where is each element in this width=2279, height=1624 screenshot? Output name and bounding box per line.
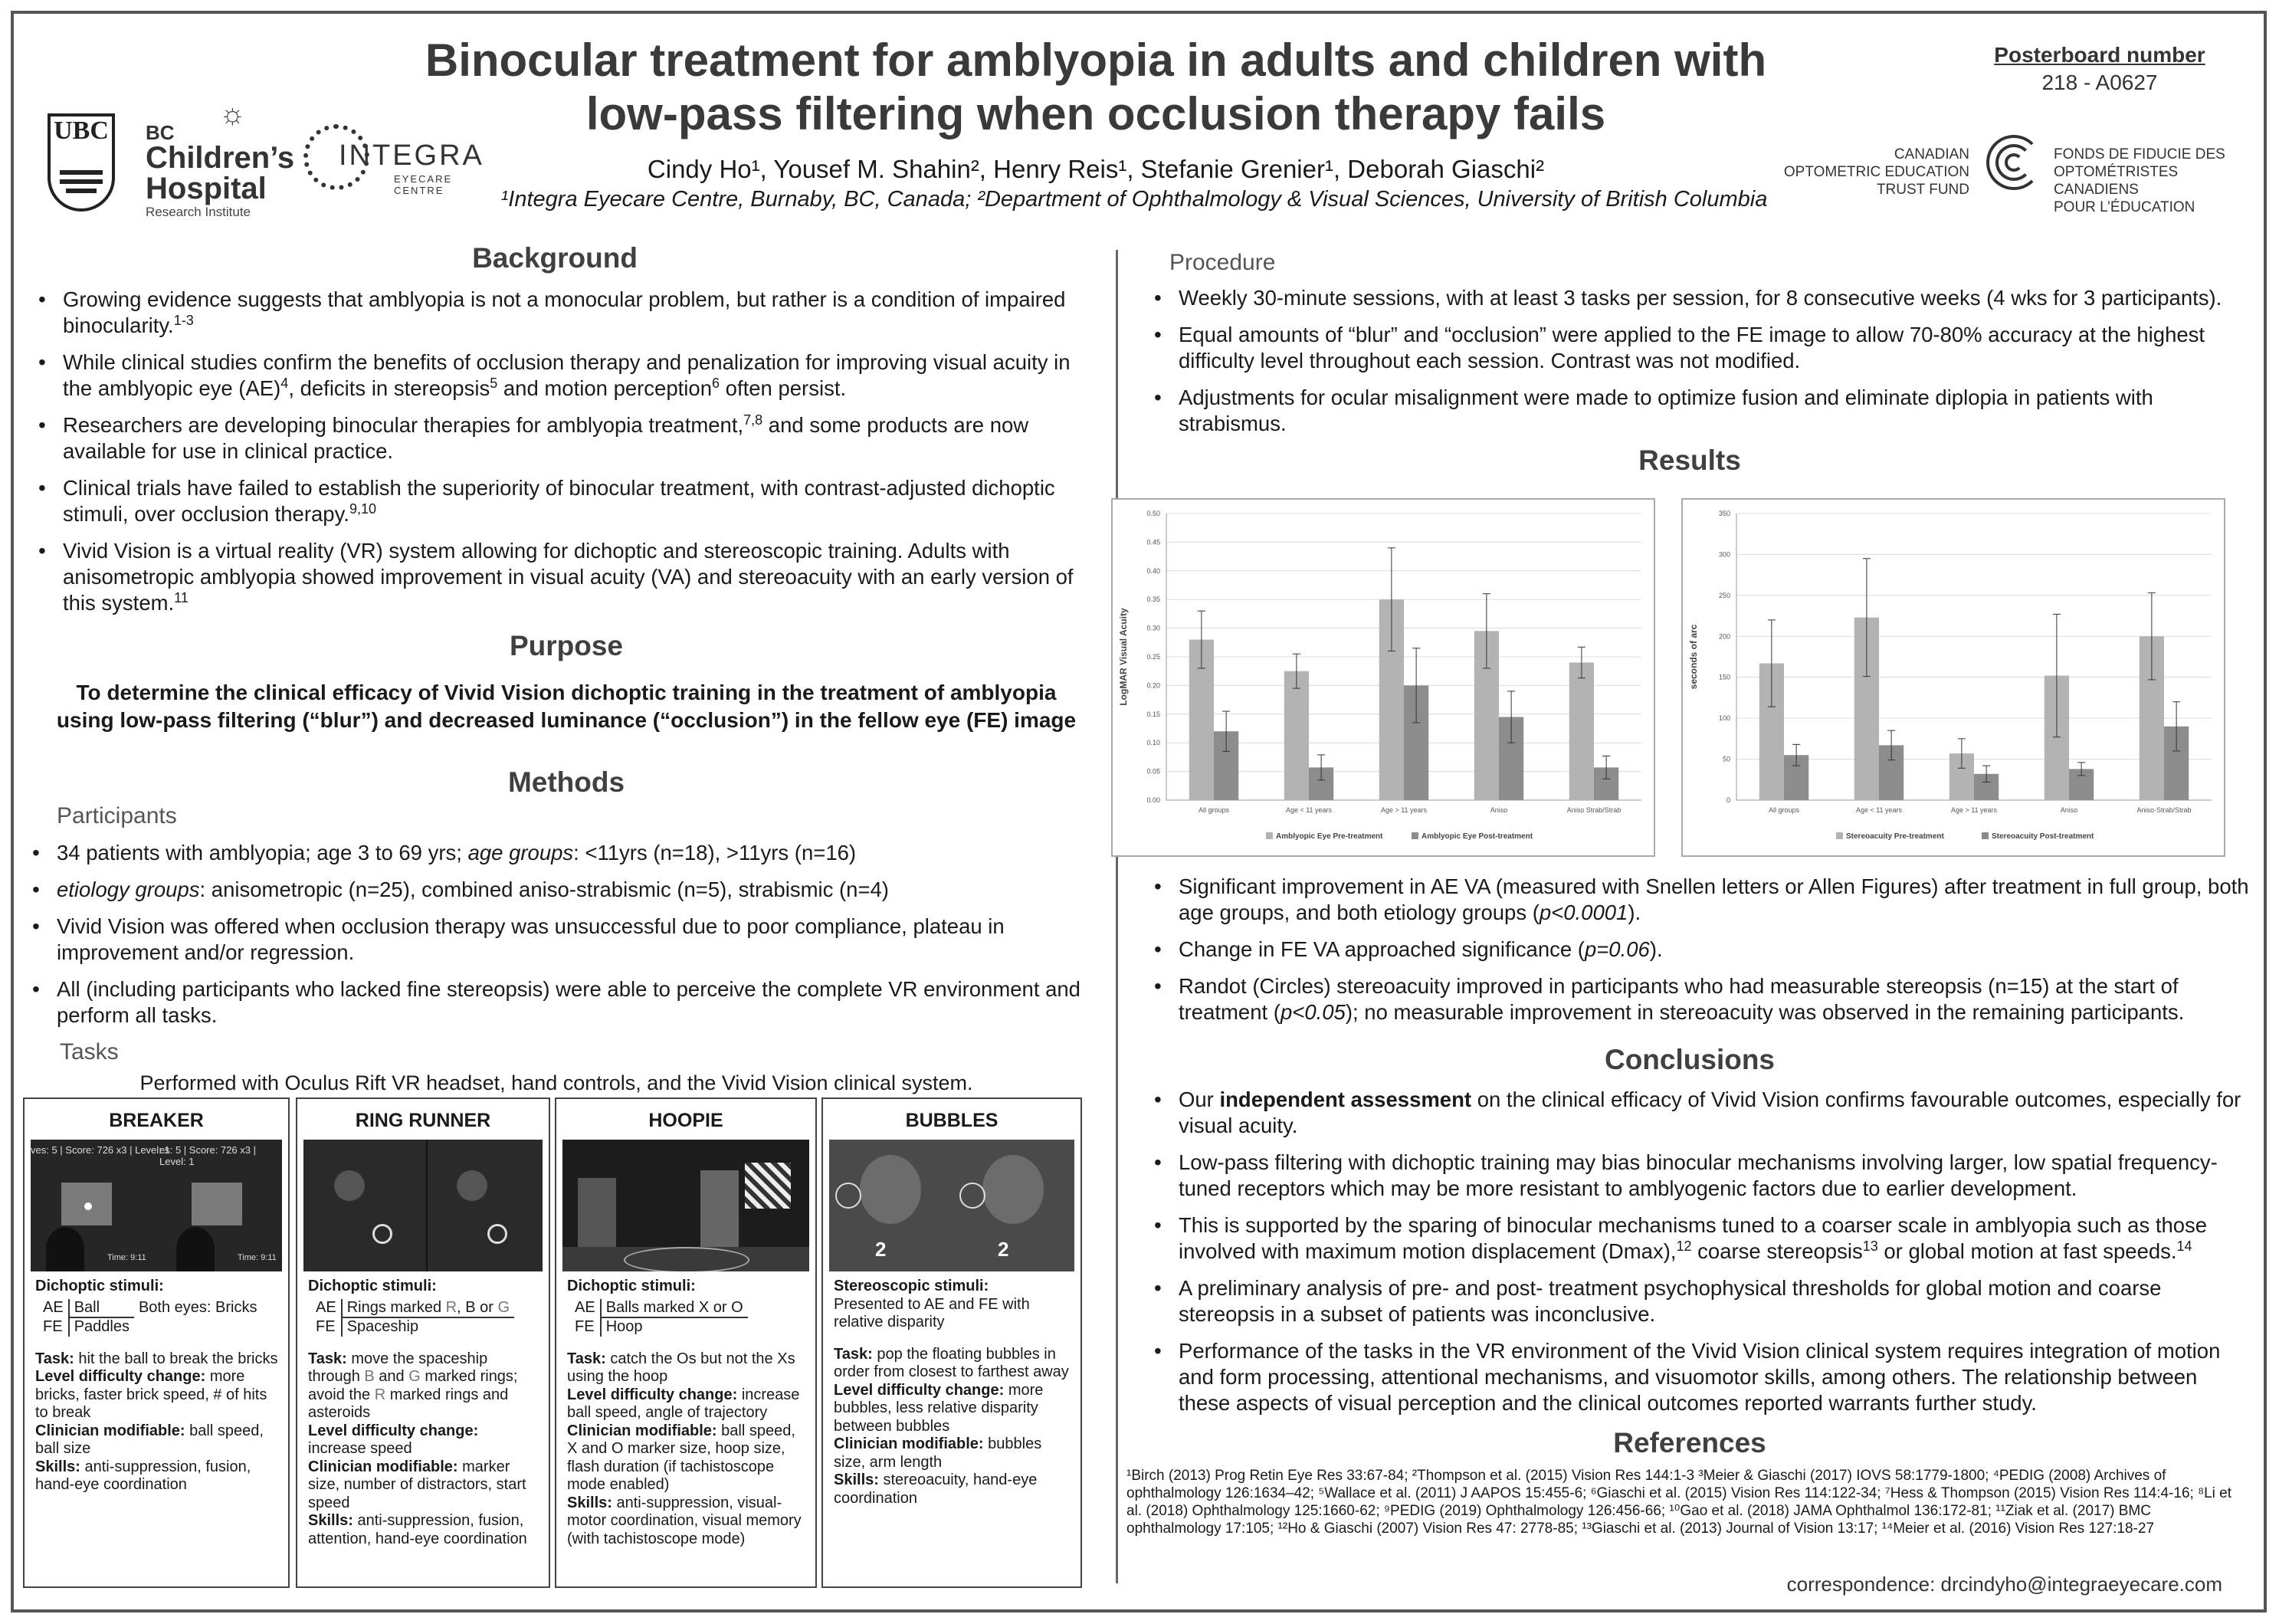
left-column: [34, 242, 1099, 1095]
value: pop the floating bubbles in order from closest to farthest away: [834, 1345, 1069, 1380]
bcch-logo-line: Children’s: [146, 141, 295, 175]
eye-stimulus: Both eyes: Bricks: [138, 1299, 257, 1316]
p-value: p=0.06: [1584, 937, 1650, 961]
bar: [1569, 662, 1594, 800]
creature-icon: [860, 1155, 921, 1224]
p-value: p<0.0001: [1539, 901, 1628, 924]
list-item: [63, 287, 1099, 339]
bc-childrens-hospital-logo: [146, 98, 330, 221]
bullet-text: and motion perception: [497, 376, 712, 400]
x-tick-label: All groups: [1198, 806, 1230, 814]
task-line: [35, 1350, 279, 1369]
bullet-text: , deficits in stereopsis: [288, 376, 490, 400]
coetf-emblem-icon: [1986, 135, 2041, 190]
authors: Cindy Ho¹, Yousef M. Shahin², Henry Reis¹, Stefanie Grenier¹, Deborah Giaschi²: [647, 155, 1545, 183]
coetf-line: TRUST FUND: [1876, 182, 1969, 198]
label: Skills:: [834, 1471, 879, 1488]
bullet-text: age groups: [467, 841, 574, 864]
bullet-text: Significant improvement in AE VA (measured with Snellen letters or Allen Figures) after treatment in full group, both age groups, and both etiology groups (: [1179, 874, 2249, 924]
bullet-text: coarse stereopsis: [1691, 1239, 1863, 1263]
value: ball speed, X and O marker size, hoop size, flash duration (if tachistoscope mode enabled): [567, 1422, 795, 1493]
conclusions-list: [1126, 1087, 2253, 1416]
label: Task:: [35, 1350, 74, 1367]
task-line: [834, 1382, 1071, 1436]
task-line: [567, 1350, 806, 1386]
legend-swatch: [1836, 832, 1843, 839]
eye-label: FE: [570, 1317, 601, 1337]
list-item: [1179, 973, 2253, 1025]
bullet-text: While clinical studies confirm the benefits of occlusion therapy and penalization for improving visual acuity in the amblyopic eye (AE): [63, 350, 1071, 400]
x-tick-label: Age < 11 years: [1285, 806, 1333, 814]
label: Task:: [834, 1345, 873, 1363]
bullet-text: Vivid Vision is a virtual reality (VR) system allowing for dichoptic and stereoscopic training. Adults with anisometropic amblyopia showed improvement in visual acuity (VA) and stereoacuity with an early version of this system.: [63, 539, 1074, 615]
task-line: [35, 1458, 279, 1494]
x-tick-label: All groups: [1768, 806, 1800, 814]
hud-text: es: 5 | Score: 726 x3 | Level: 1: [159, 1144, 256, 1167]
task-card-breaker: [23, 1097, 290, 1588]
list-item: • Adjustments for ocular misalignment were made to optimize fusion and eliminate diplopia in patients with strabismus.: [1179, 385, 2253, 437]
list-item: • Weekly 30-minute sessions, with at least 3 tasks per session, for 8 consecutive weeks (4 wks for 3 participants).: [1179, 285, 2253, 311]
y-tick-label: 0.20: [1146, 681, 1160, 690]
list-item: [63, 349, 1099, 402]
conclusions-heading: Conclusions: [1604, 1044, 1776, 1075]
eye-label: AE: [311, 1299, 342, 1318]
brick-icon: [192, 1183, 242, 1225]
value: B: [364, 1368, 375, 1385]
value: marked rings and asteroids: [308, 1386, 509, 1421]
legend-label: Amblyopic Eye Pre-treatment: [1276, 832, 1383, 841]
results-section: [1126, 874, 2253, 1537]
y-tick-label: 50: [1722, 755, 1730, 763]
list-item: [1179, 1212, 2253, 1265]
procedure-list: [1126, 285, 2253, 437]
right-column: [1126, 250, 2253, 477]
references-heading: References: [1613, 1427, 1766, 1458]
task-line: [567, 1422, 806, 1494]
task-line: [308, 1350, 539, 1422]
task-title: RING RUNNER: [355, 1110, 491, 1131]
coetf-line: OPTOMÉTRISTES CANADIENS: [2054, 164, 2179, 198]
ubc-wave-line: [66, 189, 97, 193]
task-line: [834, 1346, 1071, 1382]
bubble-number: 2: [998, 1238, 1009, 1261]
ring-icon: [372, 1224, 392, 1244]
label: Level difficulty change:: [834, 1381, 1005, 1399]
bullet-text: Our: [1179, 1088, 1220, 1111]
label: Level difficulty change:: [308, 1422, 479, 1439]
chart-svg: [1683, 500, 2224, 855]
list-item: • A preliminary analysis of pre- and post- treatment psychophysical thresholds for global motion and coarse stereopsis in a subset of patients was inconclusive.: [1179, 1275, 2253, 1327]
affiliations: ¹Integra Eyecare Centre, Burnaby, BC, Canada; ²Department of Ophthalmology & Visual Sciences, University of British Columbia: [500, 187, 1768, 212]
citation: 12: [1676, 1238, 1692, 1254]
stimuli-heading: Dichoptic stimuli:: [308, 1278, 437, 1294]
x-tick-label: Age < 11 years: [1855, 806, 1903, 814]
integra-name: INTEGRA: [339, 139, 484, 172]
bullet-text: : <11yrs (n=18), >11yrs (n=16): [573, 841, 857, 864]
y-tick-label: 0.25: [1146, 653, 1160, 661]
value: anti-suppression, visual-motor coordination, visual memory (with tachistoscope mode): [567, 1494, 802, 1547]
list-item: [63, 538, 1099, 616]
stimuli-text: Presented to AE and FE with relative disparity: [834, 1295, 1030, 1330]
legend-label: Stereoacuity Post-treatment: [1992, 832, 2094, 841]
coetf-line: OPTOMETRIC EDUCATION: [1783, 164, 1969, 180]
task-title: BUBBLES: [905, 1110, 998, 1131]
value: R: [445, 1298, 457, 1316]
bullet-text: This is supported by the sparing of binocular mechanisms tuned to a coarser scale in amblyopia such as those involved with maximum motion displacement (Dmax),: [1179, 1213, 2208, 1263]
eye-stimulus: Spaceship: [346, 1318, 419, 1335]
list-item: [57, 914, 1099, 966]
x-tick-label: Aniso-Strab/Strab: [2136, 806, 2192, 814]
paddle-icon: [176, 1227, 215, 1271]
citation: 14: [2176, 1238, 2192, 1254]
y-axis-label: seconds of arc: [1688, 624, 1699, 690]
x-tick-label: Aniso: [1490, 806, 1508, 814]
task-card-hoopie: [555, 1097, 817, 1588]
stimuli-table: [570, 1299, 748, 1337]
coetf-line: FONDS DE FIDUCIE DES: [2054, 146, 2225, 162]
bcch-logo-line: Research Institute: [146, 205, 251, 219]
methods-heading: Methods: [507, 766, 625, 798]
tasks-intro: Performed with Oculus Rift VR headset, hand controls, and the Vivid Vision clinical system.: [139, 1071, 973, 1094]
task-description: [35, 1278, 279, 1494]
task-line: [308, 1512, 539, 1548]
stimuli-heading: Stereoscopic stimuli:: [834, 1278, 989, 1294]
bullet-text: etiology groups: [57, 878, 200, 901]
eye-stimulus: [342, 1299, 514, 1318]
task-description: [308, 1278, 539, 1548]
task-description: [834, 1278, 1071, 1508]
eye-stimulus: Ball: [69, 1299, 134, 1318]
breaker-screenshot: [31, 1140, 282, 1271]
bullet-text: Vivid Vision was offered when occlusion therapy was unsuccessful due to poor compliance, plateau in improvement and/or regression.: [57, 914, 1005, 964]
value: catch the Os but not the Xs using the hoop: [567, 1350, 795, 1385]
y-tick-label: 300: [1718, 550, 1730, 559]
task-line: [308, 1458, 539, 1513]
split-divider: [426, 1140, 428, 1271]
paddle-icon: [46, 1227, 84, 1271]
posterboard-label: Posterboard number: [1994, 43, 2205, 67]
stimuli-table: [311, 1299, 514, 1337]
eye-label: AE: [38, 1299, 69, 1318]
creature-icon: [982, 1155, 1044, 1224]
hoop-icon: [624, 1247, 749, 1271]
task-title: HOOPIE: [648, 1110, 723, 1131]
bullet-text: All (including participants who lacked fine stereopsis) were able to perceive the complete VR environment and perform all tasks.: [57, 977, 1080, 1027]
y-tick-label: 0: [1726, 796, 1730, 804]
label: Skills:: [308, 1512, 353, 1529]
ubc-wave-line: [60, 170, 103, 175]
bcch-logo-line: BC: [146, 121, 175, 144]
bullet-text: Randot (Circles) stereoacuity improved in participants who had measurable stereopsis (n=15) at the start of treatment (: [1179, 974, 2179, 1024]
purpose-line: using low-pass filtering (“blur”) and decreased luminance (“occlusion”) in the fellow eye (FE) image: [56, 708, 1077, 732]
label: Level difficulty change:: [567, 1386, 738, 1403]
title-line: low-pass filtering when occlusion therapy fails: [585, 88, 1606, 139]
task-line: [35, 1368, 279, 1422]
y-tick-label: 0.50: [1146, 510, 1160, 517]
label: Clinician modifiable:: [308, 1458, 458, 1475]
bullet-text: Growing evidence suggests that amblyopia is not a monocular problem, but rather is a condition of impaired binocularity.: [63, 287, 1066, 337]
references-text: ¹Birch (2013) Prog Retin Eye Res 33:67-84; ²Thompson et al. (2015) Vision Res 144:1-3 ³Meier & Giaschi (2017) IOVS 58:1779-1800; ⁴PEDIG (2008) Archives of ophthalmology 126:1634–42; ⁵Wallace et al. (2011) J AAPOS 15:455-6; ⁶Giaschi et al. (2015) Vision Res 114:122-34; ⁷Hess & Thompson (2015) Vision Res 114:4-16; ⁸Li et al. (2018) Ophthalmology 125:1660-62; ⁹PEDIG (2019) Ophthalmology 126:456-66; ¹⁰Gao et al. (2018) JAMA Ophthalmol 136:172-81; ¹¹Ziak et al. (2017) BMC ophthalmology 17:105; ¹²Ho & Giaschi (2007) Vision Res 47: 2778-85; ¹³Giaschi et al. (2013) Journal of Vision 13:17; ¹⁴Meier et al. (2016) Vision Res 127:18-27: [1126, 1468, 2231, 1537]
stereoacuity-chart: [1681, 498, 2225, 857]
eye-label: FE: [38, 1317, 69, 1337]
value: more bricks, faster brick speed, # of hits to break: [35, 1368, 267, 1421]
posterboard-number: 218 - A0627: [2041, 71, 2158, 94]
citation: 13: [1862, 1238, 1878, 1254]
value: ball speed, ball size: [35, 1422, 264, 1457]
p-value: p<0.05: [1280, 1000, 1346, 1024]
task-line: [35, 1422, 279, 1458]
eye-stimulus: Hoop: [605, 1318, 643, 1335]
y-tick-label: 0.05: [1146, 767, 1160, 776]
results-heading: Results: [1638, 445, 1741, 476]
stimuli-heading: Dichoptic stimuli:: [35, 1278, 164, 1294]
bullet-text: : anisometropic (n=25), combined aniso-strabismic (n=5), strabismic (n=4): [199, 878, 889, 901]
value: marker size, number of distractors, start speed: [308, 1458, 526, 1511]
eye-label: FE: [311, 1317, 342, 1337]
list-item: • Equal amounts of “blur” and “occlusion” were applied to the FE image to allow 70-80% accuracy at the highest difficulty level throughout each session. Contrast was not modified.: [1179, 322, 2253, 374]
bullet-text: independent assessment: [1219, 1088, 1472, 1111]
background-heading: Background: [472, 242, 638, 274]
bullet-text: 34 patients with amblyopia; age 3 to 69 yrs;: [57, 841, 468, 864]
legend-label: Stereoacuity Pre-treatment: [1846, 832, 1944, 841]
task-description: [567, 1278, 806, 1548]
list-item: • Performance of the tasks in the VR environment of the Vivid Vision clinical system requires integration of motion and form processing, attentional mechanisms, and visuomotor skills, among others. The relationship between these aspects of visual perception and the clinical outcomes reported warrants further study.: [1179, 1338, 2253, 1416]
coetf-line: CANADIAN: [1894, 146, 1969, 162]
label: Clinician modifiable:: [35, 1422, 185, 1439]
ball-icon: [84, 1202, 92, 1210]
purpose-line: To determine the clinical efficacy of Vivid Vision dichoptic training in the treatment of amblyopia: [76, 681, 1057, 704]
y-tick-label: 350: [1718, 510, 1730, 517]
bullet-text: often persist.: [720, 376, 847, 400]
column-divider: [1116, 250, 1118, 1583]
background-list: [34, 287, 1099, 616]
timer-text: Time: 9:11: [107, 1253, 146, 1262]
task-line: [834, 1435, 1071, 1471]
ubc-wave-line: [60, 179, 103, 184]
eye-label: AE: [570, 1299, 601, 1318]
y-tick-label: 0.00: [1146, 796, 1160, 804]
list-item: • Low-pass filtering with dichoptic training may bias binocular mechanisms involving larger, low spatial frequency-tuned receptors which may be more resistant to amblyogenic factors due to earlier development.: [1179, 1150, 2253, 1202]
task-card-bubbles: [821, 1097, 1082, 1588]
value: bubbles size, arm length: [834, 1435, 1042, 1471]
correspondence: correspondence: drcindyho@integraeyecare.com: [1786, 1573, 2222, 1596]
y-tick-label: 250: [1718, 591, 1730, 599]
y-tick-label: 150: [1718, 673, 1730, 681]
citation: 6: [712, 375, 720, 391]
task-line: [308, 1422, 539, 1458]
legend-swatch: [1412, 832, 1418, 839]
bullet-text: ); no measurable improvement in stereoacuity was observed in the remaining participants.: [1345, 1000, 2185, 1024]
tasks-heading: Tasks: [60, 1039, 119, 1065]
y-tick-label: 0.15: [1146, 710, 1160, 718]
value: , B or: [457, 1298, 498, 1316]
value: anti-suppression, fusion, attention, hand-eye coordination: [308, 1512, 527, 1547]
y-tick-label: 0.40: [1146, 566, 1160, 575]
task-card-ring-runner: [296, 1097, 550, 1588]
stimuli-heading: Dichoptic stimuli:: [567, 1278, 696, 1294]
ubc-logo: [48, 113, 115, 212]
label: Clinician modifiable:: [567, 1422, 717, 1439]
bullet-text: and some products are now available for use in clinical practice.: [63, 413, 1029, 463]
value: Rings marked: [346, 1298, 446, 1316]
y-tick-label: 100: [1718, 714, 1730, 723]
bullet-text: Researchers are developing binocular therapies for amblyopia treatment,: [63, 413, 744, 437]
value: G: [497, 1298, 510, 1316]
legend-swatch: [1982, 832, 1989, 839]
y-tick-label: 0.35: [1146, 595, 1160, 604]
stimuli-table: [38, 1299, 261, 1337]
y-tick-label: 0.10: [1146, 739, 1160, 747]
participants-heading: Participants: [57, 803, 177, 828]
task-title: BREAKER: [109, 1110, 204, 1131]
bcch-logo-line: Hospital: [146, 172, 267, 205]
label: Skills:: [35, 1458, 80, 1475]
value: increase speed: [308, 1440, 412, 1457]
label: Clinician modifiable:: [834, 1435, 984, 1452]
list-item: [57, 976, 1099, 1029]
value: anti-suppression, fusion, hand-eye coordination: [35, 1458, 251, 1493]
label: Level difficulty change:: [35, 1368, 206, 1385]
timer-text: Time: 9:11: [238, 1253, 277, 1262]
value: G: [408, 1368, 421, 1385]
procedure-heading: Procedure: [1169, 250, 1276, 275]
label: Task:: [308, 1350, 347, 1367]
list-item: [1179, 1087, 2253, 1139]
y-axis-label: LogMAR Visual Acuity: [1118, 608, 1129, 706]
bar: [1284, 671, 1309, 800]
legend-swatch: [1266, 832, 1273, 839]
value: R: [374, 1386, 386, 1403]
legend-label: Amblyopic Eye Post-treatment: [1422, 832, 1533, 841]
coetf-line: POUR L’ÉDUCATION: [2054, 199, 2195, 215]
y-tick-label: 0.45: [1146, 538, 1160, 546]
eye-stimulus: Balls marked X or O: [601, 1299, 748, 1318]
value: hit the ball to break the bricks: [74, 1350, 278, 1367]
list-item: [63, 475, 1099, 527]
task-line: [834, 1471, 1071, 1508]
x-tick-label: Age > 11 years: [1950, 806, 1998, 814]
bullet-text: ).: [1649, 937, 1663, 961]
value: stereoacuity, hand-eye coordination: [834, 1471, 1038, 1507]
hud-text: ves: 5 | Score: 726 x3 | Level: 1: [31, 1144, 170, 1156]
citation: 5: [490, 375, 498, 391]
asteroid-icon: [334, 1170, 365, 1201]
bubble-icon: [835, 1183, 861, 1209]
asteroid-icon: [457, 1170, 487, 1201]
poster-title: [383, 34, 1808, 141]
bullet-text: Clinical trials have failed to establish the superiority of binocular treatment, with contrast-adjusted dichoptic stimuli, over occlusion therapy.: [63, 476, 1055, 526]
list-item: [57, 877, 1099, 903]
bubbles-screenshot: [829, 1140, 1074, 1271]
list-item: [1179, 937, 2253, 963]
purpose-statement: [34, 679, 1099, 734]
citation: 11: [174, 589, 189, 605]
integra-subtitle: EYECARE CENTRE: [394, 173, 453, 196]
coetf-logo-french: [2054, 146, 2253, 216]
value: marked rings; avoid the: [308, 1368, 518, 1403]
citation: 1-3: [173, 312, 194, 328]
results-list: [1126, 874, 2253, 1025]
ring-runner-screenshot: [303, 1140, 543, 1271]
task-line: [567, 1386, 806, 1422]
hoopie-screenshot: [562, 1140, 809, 1271]
y-tick-label: 0.30: [1146, 624, 1160, 632]
purpose-heading: Purpose: [509, 630, 624, 661]
building-icon: [700, 1170, 739, 1247]
bullet-text: or global motion at fast speeds.: [1877, 1239, 2177, 1263]
sun-icon: ☼: [219, 98, 246, 130]
label: Task:: [567, 1350, 606, 1367]
y-tick-label: 200: [1718, 632, 1730, 641]
visual-acuity-chart: [1111, 498, 1655, 857]
ring-icon: [487, 1224, 507, 1244]
citation: 4: [280, 375, 289, 391]
coetf-logo-english: [1740, 146, 1969, 198]
x-tick-label: Aniso Strab/Strab: [1566, 806, 1622, 814]
building-icon: [578, 1178, 616, 1247]
bullet-text: Change in FE VA approached significance (: [1179, 937, 1585, 961]
value: more bubbles, less relative disparity between bubbles: [834, 1381, 1044, 1435]
eye-stimulus: Paddles: [74, 1318, 130, 1335]
task-line: [567, 1494, 806, 1549]
list-item: [63, 412, 1099, 464]
ubc-logo-text: UBC: [54, 116, 109, 145]
value: increase ball speed, angle of trajectory: [567, 1386, 800, 1421]
value: move the spaceship through: [308, 1350, 488, 1385]
bubble-icon: [959, 1183, 985, 1209]
checkered-flag-icon: [745, 1163, 791, 1209]
label: Skills:: [567, 1494, 612, 1511]
citation: 7,8: [743, 412, 763, 428]
bullet-text: on the clinical efficacy of Vivid Vision confirms favourable outcomes, especially for visual acuity.: [1179, 1088, 2241, 1137]
value: and: [374, 1368, 409, 1385]
participants-list: [34, 840, 1099, 1029]
bubble-number: 2: [875, 1238, 887, 1261]
list-item: [57, 840, 1099, 866]
bullet-text: ).: [1628, 901, 1641, 924]
list-item: [1179, 874, 2253, 926]
citation: 9,10: [349, 500, 376, 517]
chart-svg: [1113, 500, 1654, 855]
x-tick-label: Age > 11 years: [1380, 806, 1428, 814]
x-tick-label: Aniso: [2060, 806, 2078, 814]
title-line: Binocular treatment for amblyopia in adults and children with: [425, 34, 1767, 86]
